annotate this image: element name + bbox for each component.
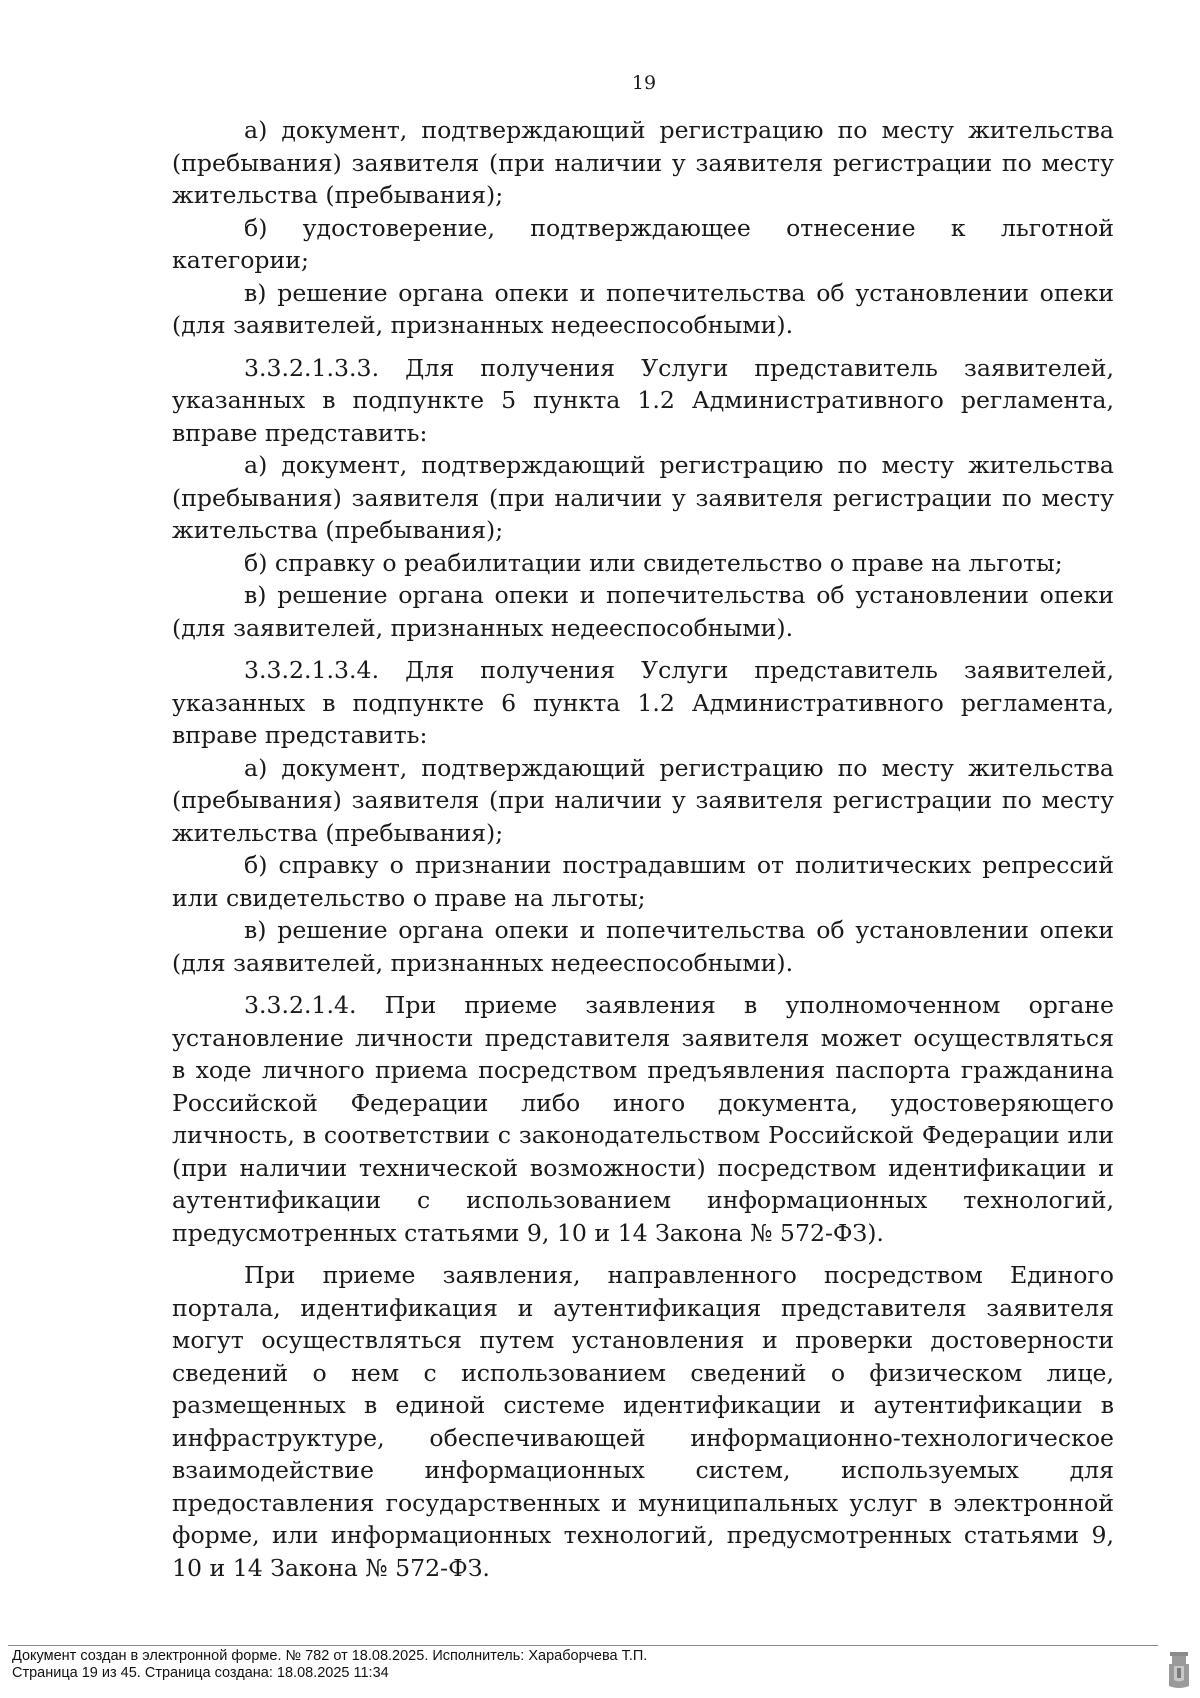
- footer-line-document-info: Документ создан в электронной форме. № 782 от 18.08.2025. Исполнитель: Хараборчева Т.П.: [12, 1648, 648, 1664]
- paragraph: б) справку о признании пострадавшим от политических репрессий или свидетельство о праве на льготы;: [172, 851, 1114, 912]
- paragraph: а) документ, подтверждающий регистрацию по месту жительства (пребывания) заявителя (при наличии у заявителя регистрации по месту жительства (пребывания);: [172, 451, 1114, 544]
- paragraph: а) документ, подтверждающий регистрацию по месту жительства (пребывания) заявителя (при наличии у заявителя регистрации по месту жительства (пребывания);: [172, 753, 1114, 847]
- page-number: 19: [631, 72, 657, 94]
- paragraph: б) удостоверение, подтверждающее отнесение к льготной категории;: [172, 213, 1114, 274]
- coat-of-arms-icon: [1166, 1650, 1192, 1690]
- document-body: [172, 114, 1114, 1584]
- paragraph: в) решение органа опеки и попечительства об установлении опеки (для заявителей, признанных недееспособными).: [172, 278, 1114, 339]
- paragraph: 3.3.2.1.3.4. Для получения Услуги представитель заявителей, указанных в подпункте 6 пункта 1.2 Административного регламента, вправе представить:: [172, 656, 1114, 749]
- paragraph: 3.3.2.1.3.3. Для получения Услуги представитель заявителей, указанных в подпункте 5 пункта 1.2 Административного регламента, вправе представить:: [172, 353, 1114, 447]
- footer-divider: [8, 1645, 1158, 1646]
- paragraph: а) документ, подтверждающий регистрацию по месту жительства (пребывания) заявителя (при наличии у заявителя регистрации по месту жительства (пребывания);: [172, 116, 1114, 209]
- document-footer: [12, 1648, 647, 1682]
- paragraph: в) решение органа опеки и попечительства об установлении опеки (для заявителей, признанных недееспособными).: [172, 581, 1114, 642]
- paragraph: в) решение органа опеки и попечительства об установлении опеки (для заявителей, признанных недееспособными).: [172, 916, 1114, 977]
- paragraph: 3.3.2.1.4. При приеме заявления в уполномоченном органе установление личности представителя заявителя может осуществляться в ходе личного приема посредством предъявления паспорта гражданина Российской Федерации либо иного документа, удостоверяющего личность, в соответствии с законодательством Российской Федерации или (при наличии технической возможности) посредством идентификации и аутентификации с использованием информационных технологий, предусмотренных статьями 9, 10 и 14 Закона № 572-ФЗ).: [172, 991, 1114, 1247]
- paragraph: При приеме заявления, направленного посредством Единого портала, идентификация и аутентификация представителя заявителя могут осуществляться путем установления и проверки достоверности сведений о нем с использованием сведений о физическом лице, размещенных в единой системе идентификации и аутентификации в инфраструктуре, обеспечивающей информационно-технологическое взаимодействие информационных систем, используемых для предоставления государственных и муниципальных услуг в электронной форме, или информационных технологий, предусмотренных статьями 9, 10 и 14 Закона № 572-ФЗ.: [172, 1261, 1114, 1582]
- paragraph: б) справку о реабилитации или свидетельство о праве на льготы;: [244, 548, 1063, 577]
- footer-line-page-info: Страница 19 из 45. Страница создана: 18.08.2025 11:34: [12, 1665, 389, 1681]
